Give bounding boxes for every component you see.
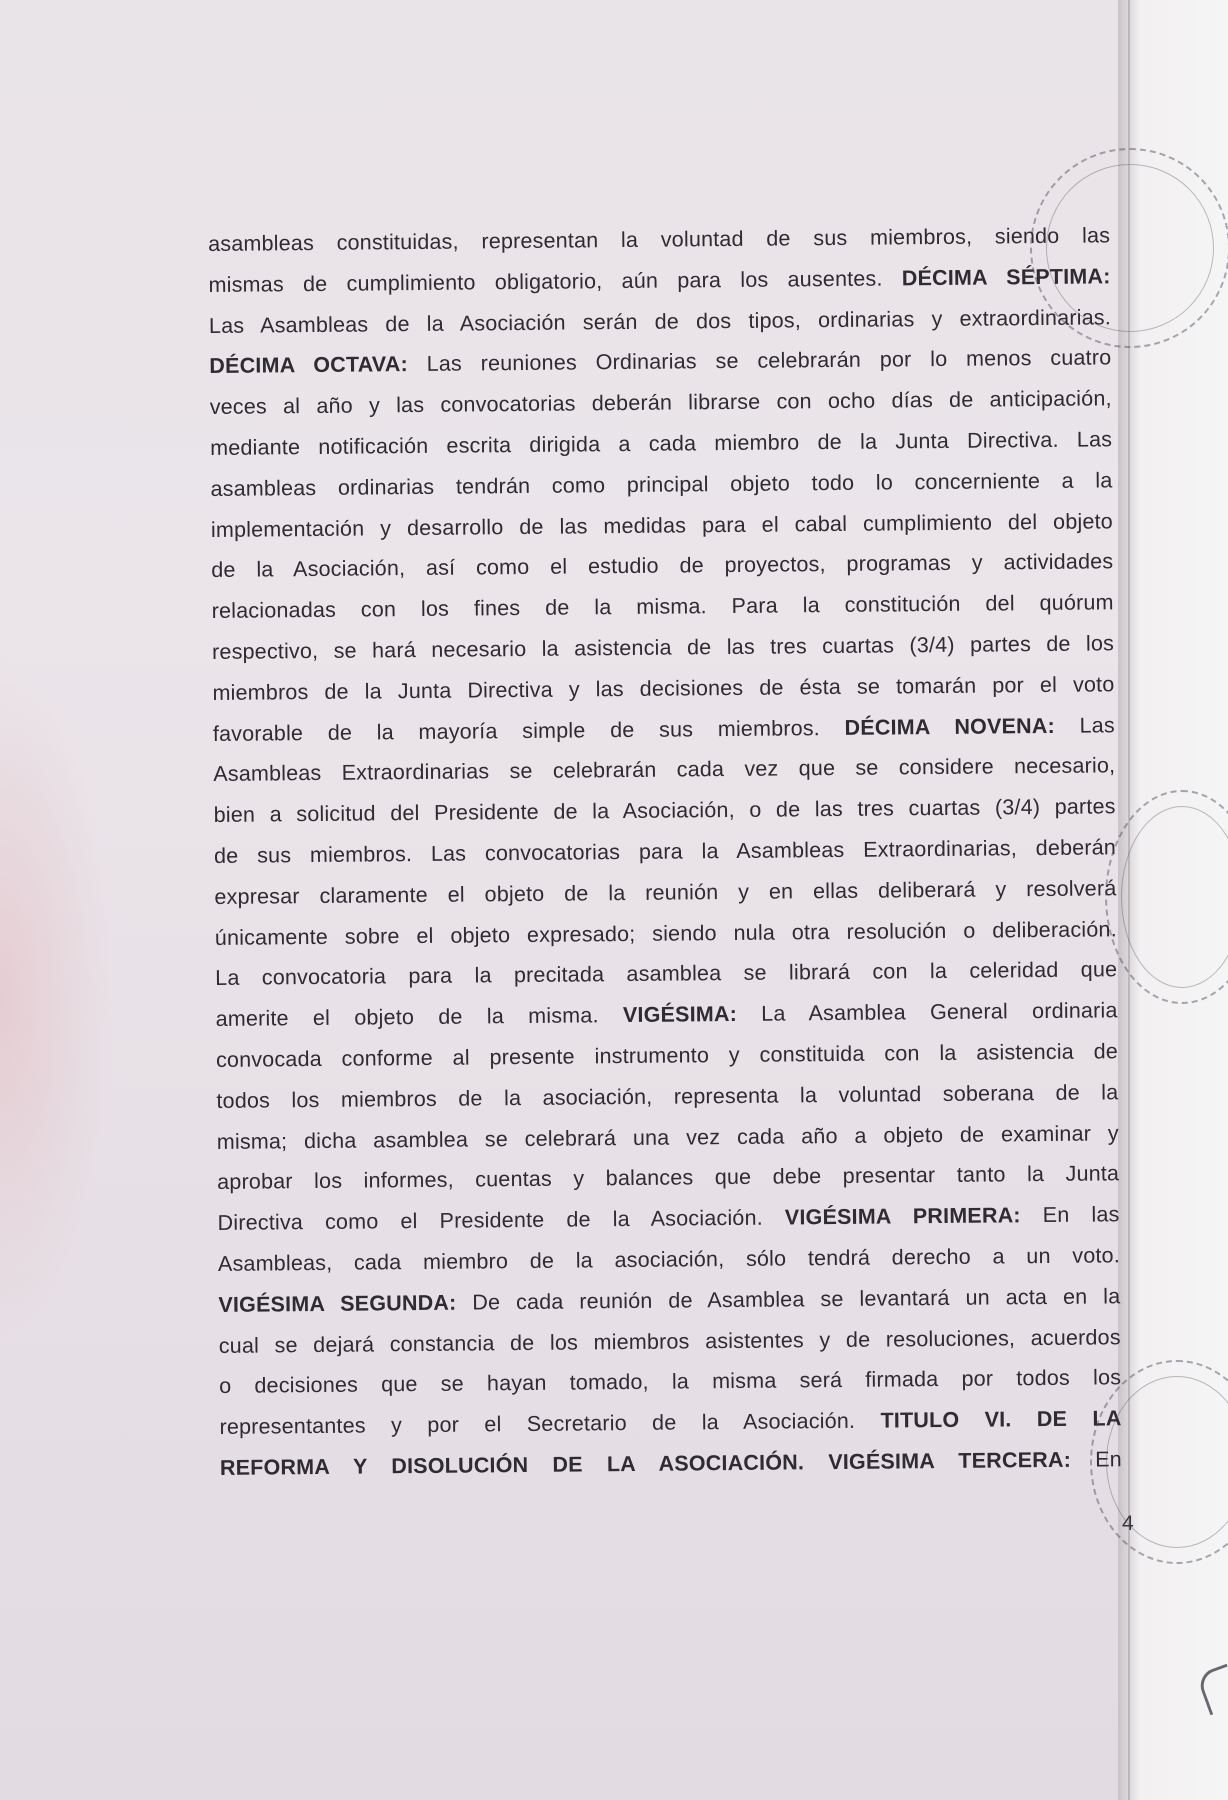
text-segment: convocada conforme al presente instrumento y constituida con la asistencia de xyxy=(215,1039,1119,1072)
text-segment: bien a solicitud del Presidente de la Asociación, o de las tres cuartas (3/4) partes xyxy=(213,794,1116,828)
text-segment: Directiva como el Presidente de la Asociación. xyxy=(217,1205,785,1236)
clause-heading: VIGÉSIMA PRIMERA: xyxy=(784,1203,1021,1230)
text-segment: Las Asambleas de la Asociación serán de dos tipos, ordinarias y extraordinarias. xyxy=(208,304,1112,338)
text-segment: respectivo, se hará necesario la asistencia de las tres cuartas (3/4) partes de los xyxy=(211,631,1115,664)
text-segment: veces al año y las convocatorias deberán librarse con ocho días de anticipación, xyxy=(209,386,1112,420)
text-segment: Asambleas, cada miembro de la asociación, sólo tendrá derecho a un voto. xyxy=(217,1243,1121,1276)
text-segment: La Asamblea General ordinaria xyxy=(736,998,1118,1027)
text-segment: En xyxy=(1070,1447,1123,1472)
text-segment: implementación y desarrollo de las medidas para el cabal cumplimiento del objeto xyxy=(210,508,1114,542)
text-segment: de la Asociación, así como el estudio de proyectos, programas y actividades xyxy=(211,549,1114,583)
text-segment: asambleas constituidas, representan la voluntad de sus miembros, siendo las xyxy=(208,223,1111,256)
text-segment: asambleas ordinarias tendrán como principal objeto todo lo concerniente a la xyxy=(210,468,1113,501)
clause-heading: TITULO VI. DE LA xyxy=(880,1406,1122,1433)
text-segment: misma; dicha asamblea se celebrará una vez cada año a objeto de examinar y xyxy=(216,1120,1119,1154)
text-segment: de sus miembros. Las convocatorias para la Asambleas Extraordinarias, deberán xyxy=(213,835,1117,868)
text-segment: amerite el objeto de la misma. xyxy=(215,1003,624,1032)
text-segment: Asambleas Extraordinarias se celebrarán cada vez que se considere necesario, xyxy=(213,753,1116,787)
text-segment: Las xyxy=(1054,712,1115,738)
page-number: 4 xyxy=(1122,1512,1134,1535)
text-segment: En las xyxy=(1020,1202,1120,1228)
text-segment: cual se dejará constancia de los miembros asistentes y de resoluciones, acuerdos xyxy=(218,1324,1121,1358)
text-segment: favorable de la mayoría simple de sus miembros. xyxy=(212,715,845,746)
text-segment: mismas de cumplimiento obligatorio, aún para los ausentes. xyxy=(208,266,902,297)
text-segment: aprobar los informes, cuentas y balances que debe presentar tanto la Junta xyxy=(217,1161,1120,1195)
official-seal-top xyxy=(1030,148,1228,348)
text-segment: relacionadas con los fines de la misma. Para la constitución del quórum xyxy=(211,590,1114,624)
page-shadow xyxy=(0,650,120,1350)
clause-heading: DÉCIMA NOVENA: xyxy=(844,713,1056,740)
text-segment: Las reuniones Ordinarias se celebrarán por lo menos cuatro xyxy=(407,345,1112,377)
text-segment: o decisiones que se hayan tomado, la misma será firmada por todos los xyxy=(219,1365,1122,1399)
clause-heading: REFORMA Y DISOLUCIÓN DE LA ASOCIACIÓN. VIGÉSIMA TERCERA: xyxy=(219,1447,1072,1480)
text-segment: todos los miembros de la asociación, representa la voluntad soberana de la xyxy=(216,1080,1119,1113)
text-segment: miembros de la Junta Directiva y las decisiones de ésta se tomarán por el voto xyxy=(212,672,1115,705)
clause-heading: DÉCIMA OCTAVA: xyxy=(209,352,408,379)
clause-heading: VIGÉSIMA: xyxy=(622,1002,738,1028)
text-segment: La convocatoria para la precitada asamblea se librará con la celeridad que xyxy=(215,957,1118,991)
clause-heading: VIGÉSIMA SEGUNDA: xyxy=(218,1290,457,1317)
document-body-text xyxy=(208,215,1122,1488)
text-segment: únicamente sobre el objeto expresado; siendo nula otra resolución o deliberación. xyxy=(214,916,1117,950)
text-segment: De cada reunión de Asamblea se levantará un acta en la xyxy=(456,1284,1121,1315)
text-line xyxy=(220,1439,1122,1488)
text-segment: representantes y por el Secretario de la Asociación. xyxy=(219,1408,881,1440)
text-segment: mediante notificación escrita dirigida a cada miembro de la Junta Directiva. Las xyxy=(210,427,1113,460)
text-segment: expresar claramente el objeto de la reunión y en ellas deliberará y resolverá xyxy=(214,876,1117,909)
clause-heading: DÉCIMA SÉPTIMA: xyxy=(901,264,1111,291)
